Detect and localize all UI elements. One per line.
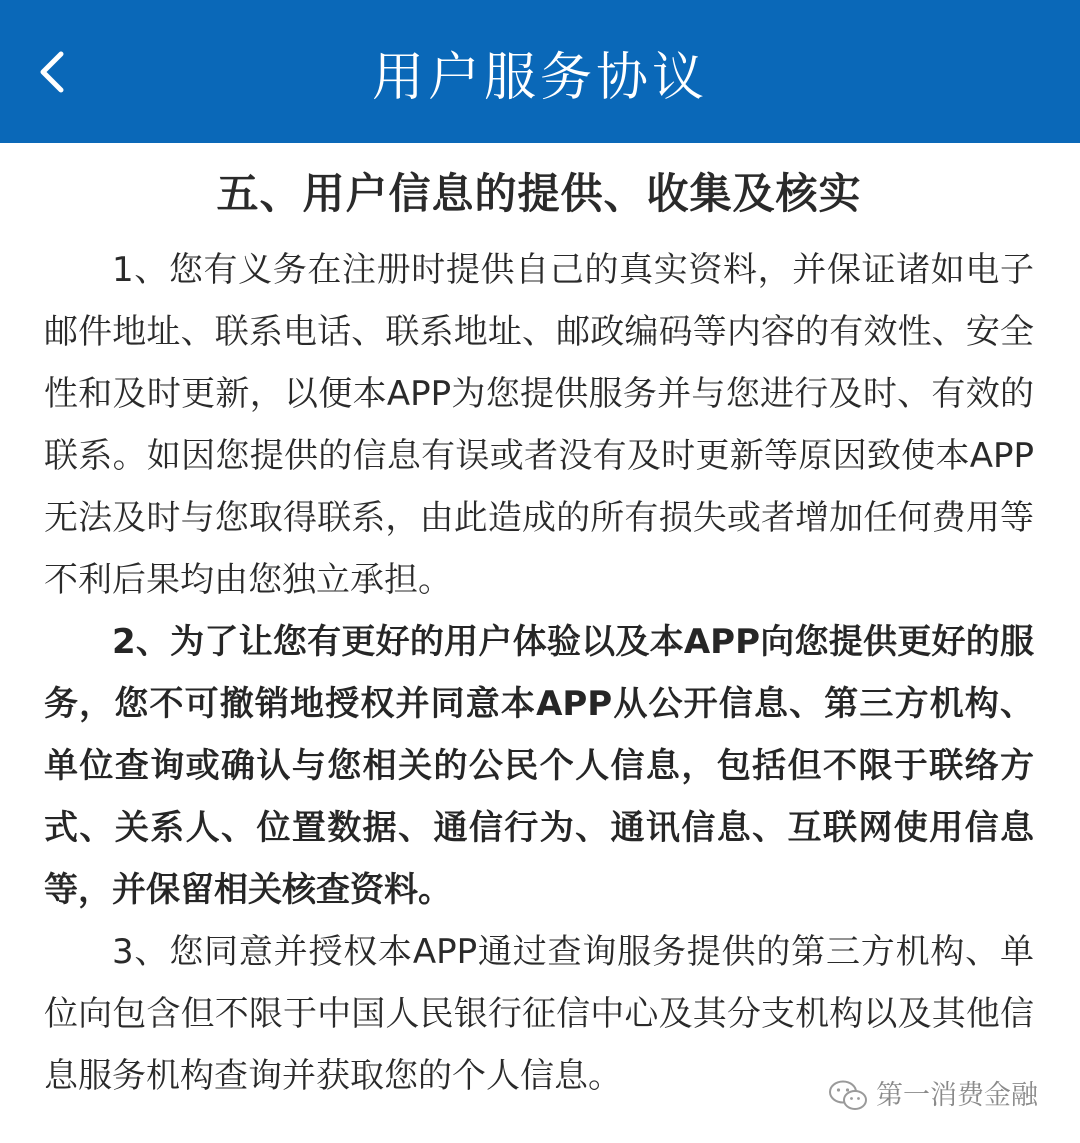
paragraph-3: 3、您同意并授权本APP通过查询服务提供的第三方机构、单位向包含但不限于中国人民银行征信中心及其分支机构以及其他信息服务机构查询并获取您的个人信息。 [44, 932, 1034, 1096]
paragraph-2: 2、为了让您有更好的用户体验以及本APP向您提供更好的服务，您不可撤销地授权并同意本APP从公开信息、第三方机构、单位查询或确认与您相关的公民个人信息，包括但不限于联络方式、关系人、位置数据、通信行为、通讯信息、互联网使用信息等，并保留相关核查资料。 [44, 622, 1034, 910]
agreement-content[interactable] [44, 163, 1034, 1107]
app-header [0, 0, 1080, 143]
watermark-text: 第一消费金融 [876, 1080, 1038, 1111]
watermark [824, 1077, 1042, 1115]
wechat-icon [828, 1079, 868, 1113]
page-title: 用户服务协议 [371, 48, 708, 108]
paragraph-1: 1、您有义务在注册时提供自己的真实资料，并保证诸如电子邮件地址、联系电话、联系地址、邮政编码等内容的有效性、安全性和及时更新，以便本APP为您提供服务并与您进行及时、有效的联系。如因您提供的信息有误或者没有及时更新等原因致使本APP无法及时与您取得联系，由此造成的所有损失或者增加任何费用等不利后果均由您独立承担。 [44, 250, 1034, 600]
section-title: 五、用户信息的提供、收集及核实 [216, 169, 862, 218]
